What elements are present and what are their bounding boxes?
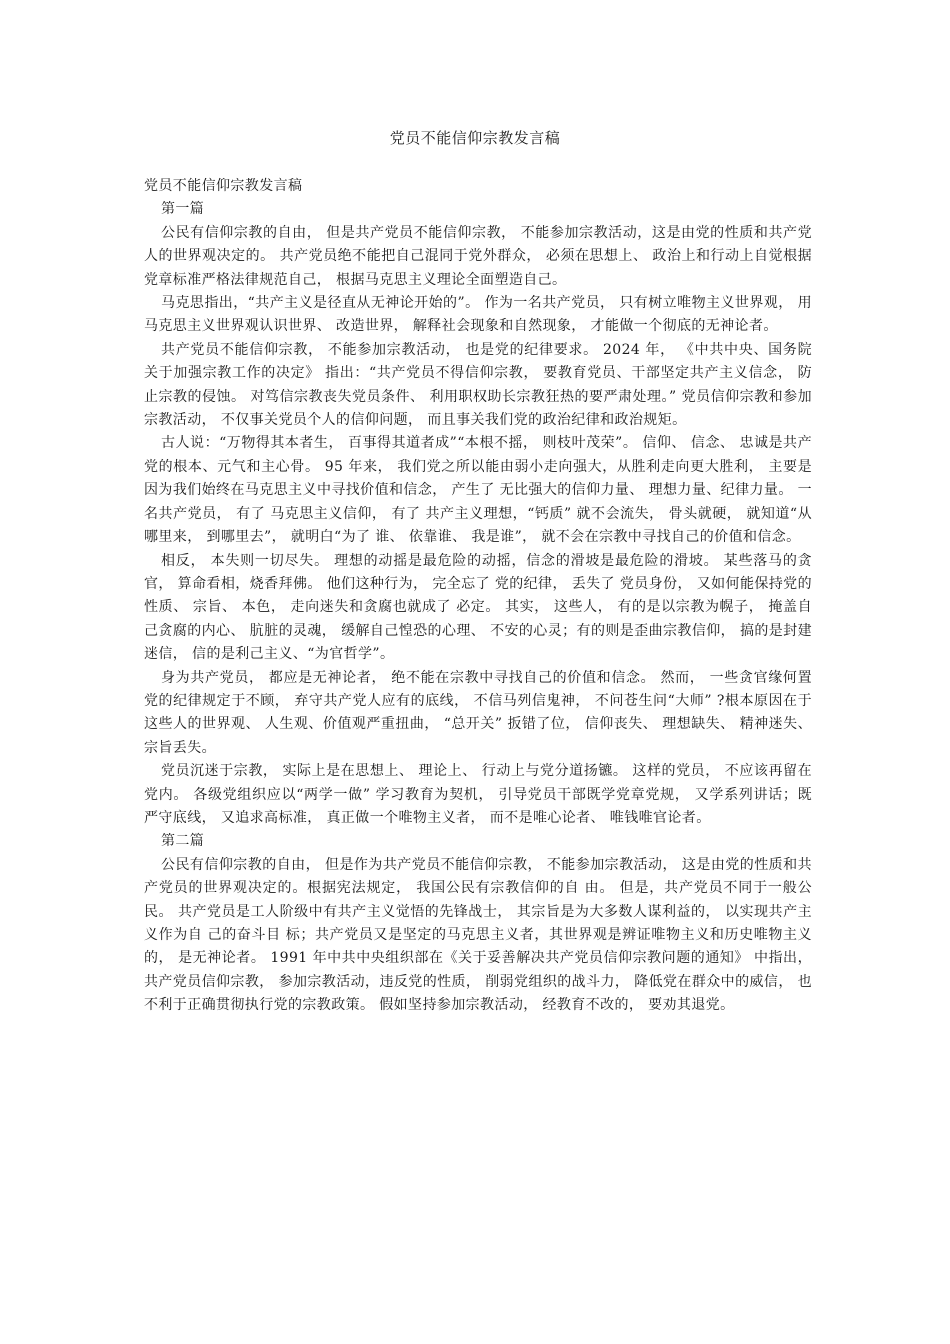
paragraph: 公民有信仰宗教的自由， 但是共产党员不能信仰宗教， 不能参加宗教活动，这是由党的性质和共产党人的世界观决定的。 共产党员绝不能把自己混同于党外群众， 必须在思想上、 政治上和行动上自觉根据党章标准严格法律规范自己， 根据马克思主义理论全面塑造自己。 xyxy=(144,224,812,288)
paragraph: 身为共产党员， 都应是无神论者， 绝不能在宗教中寻找自己的价值和信念。 然而， 一些贪官缘何置党的纪律规定于不顾， 弃守共产党人应有的底线， 不信马列信鬼神， 不问苍生问“大师” ?根本原因在于这些人的世界观、 人生观、价值观严重扭曲， “总开关” 扳错了位， 信仰丧失、 理想缺失、 精神迷失、 宗旨丢失。 xyxy=(144,669,812,756)
section-heading-1: 第一篇 xyxy=(161,201,205,218)
paragraph: 党员沉迷于宗教， 实际上是在思想上、 理论上、 行动上与党分道扬镳。 这样的党员， 不应该再留在党内。 各级党组织应以“两学一做” 学习教育为契机， 引导党员干部既学党章党规， 又学系列讲话；既严守底线， 又追求高标准， 真正做一个唯物主义者， 而不是唯心论者、 唯钱唯官论者。 xyxy=(144,763,812,826)
document-title: 党员不能信仰宗教发言稿 xyxy=(389,129,561,147)
document-subtitle: 党员不能信仰宗教发言稿 xyxy=(144,178,303,194)
paragraph: 马克思指出，“共产主义是径直从无神论开始的”。 作为一名共产党员， 只有树立唯物主义世界观， 用马克思主义世界观认识世界、 改造世界， 解释社会现象和自然现象， 才能做一个彻底的无神论者。 xyxy=(144,295,812,335)
section-heading-2: 第二篇 xyxy=(161,833,205,850)
document-body xyxy=(144,175,812,1018)
paragraph: 相反， 本失则一切尽失。 理想的动摇是最危险的动摇，信念的滑坡是最危险的滑坡。 某些落马的贪官， 算命看相，烧香拜佛。 他们这种行为， 完全忘了 党的纪律， 丢失了 党员身份， 又如何能保持党的性质、 宗旨、 本色， 走向迷失和贪腐也就成了 必定。 其实， 这些人， 有的是以宗教为幌子， 掩盖自己贪腐的内心、 肮脏的灵魂， 缓解自己惶恐的心理、 不安的心灵；有的则是歪曲宗教信仰， 搞的是封建迷信， 信的是利己主义、“为官哲学”。 xyxy=(144,552,812,663)
paragraph: 公民有信仰宗教的自由， 但是作为共产党员不能信仰宗教， 不能参加宗教活动， 这是由党的性质和共产党员的世界观决定的。根据宪法规定， 我国公民有宗教信仰的自 由。 但是，共产党员不同于一般公民。 共产党员是工人阶级中有共产主义觉悟的先锋战士， 其宗旨是为大多数人谋利益的， 以实现共产主义作为自 己的奋斗目 标；共产党员又是坚定的马克思主义者，其世界观是辨证唯物主义和历史唯物主义的， 是无神论者。 1991 年中共中央组织部在《关于妥善解决共产党员信仰宗教问题的通知》 中指出， 共产党员信仰宗教， 参加宗教活动，违反党的性质， 削弱党组织的战斗力， 降低党在群众中的威信， 也不利于正确贯彻执行党的宗教政策。 假如坚持参加宗教活动， 经教育不改的， 要劝其退党。 xyxy=(144,856,812,1014)
paragraph: 共产党员不能信仰宗教， 不能参加宗教活动， 也是党的纪律要求。 2024 年， 《中共中央、国务院关于加强宗教工作的决定》 指出：“共产党员不得信仰宗教， 要教育党员、干部坚定共产主义信念， 防止宗教的侵蚀。 对笃信宗教丧失党员条件、 利用职权助长宗教狂热的要严肃处理。” 党员信仰宗教和参加宗教活动， 不仅事关党员个人的信仰问题， 而且事关我们党的政治纪律和政治规矩。 xyxy=(144,341,812,429)
paragraph: 古人说：“万物得其本者生， 百事得其道者成”“本根不摇， 则枝叶茂荣”。 信仰、 信念、 忠诚是共产党的根本、元气和主心骨。 95 年来， 我们党之所以能由弱小走向强大，从胜利走向更大胜利， 主要是因为我们始终在马克思主义中寻找价值和信念， 产生了 无比强大的信仰力量、 理想力量、纪律力量。 一名共产党员， 有了 马克思主义信仰， 有了 共产主义理想，“钙质” 就不会流失， 骨头就硬， 就知道“从哪里来， 到哪里去”， 就明白“为了 谁、 依靠谁、 我是谁”， 就不会在宗教中寻找自己的价值和信念。 xyxy=(144,435,812,546)
